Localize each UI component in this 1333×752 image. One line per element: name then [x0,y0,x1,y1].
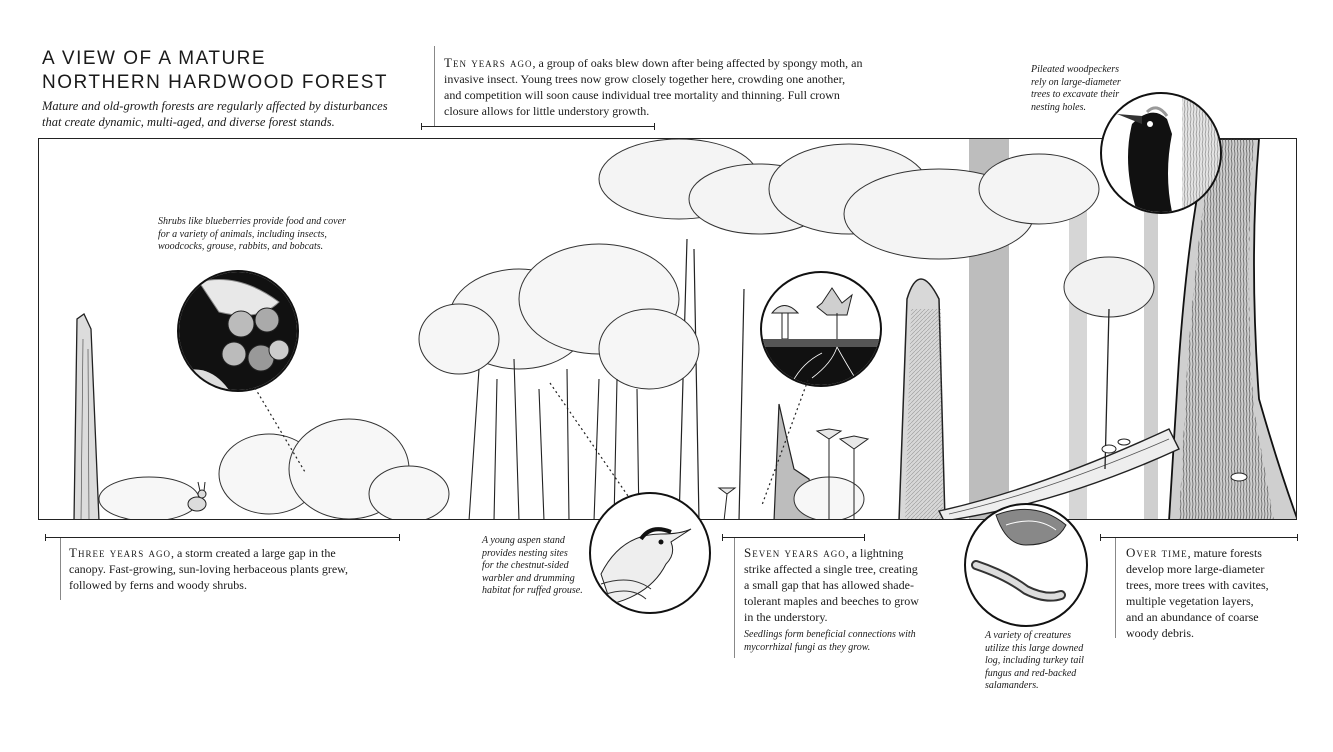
seven-years-bracket-tick-right [864,534,865,541]
over-time-line-2: develop more large-diameter [1126,562,1265,576]
creatures-note-line-1: A variety of creatures [985,630,1071,641]
woodpecker-note-line-2: rely on large-diameter [1031,76,1121,88]
three-years-line-2: canopy. Fast-growing, sun-loving herbaceous plants grew, [69,562,349,576]
over-time-line-6: woody debris. [1126,626,1194,640]
three-years-bracket [45,537,400,538]
title-line-2: NORTHERN HARDWOOD FOREST [42,72,388,93]
seedlings-note [744,629,954,654]
ten-years-line-1: , a group of oaks blew down after being affected by spongy moth, an [532,56,863,70]
aspen-note-line-1: A young aspen stand [482,535,565,546]
title-line-1: A VIEW OF A MATURE [42,48,267,69]
seven-years-line-5: in the understory. [744,610,828,624]
creatures-note-line-4: fungus and red-backed [985,667,1077,679]
ten-years-line-3: and competition will soon cause individual tree mortality and thinning. Full crown [444,88,840,102]
shrubs-note [158,216,378,254]
seven-years-line-4: tolerant maples and beeches to grow [744,594,919,608]
aspen-note-line-5: habitat for ruffed grouse. [482,585,583,596]
ten-years-line-4: closure allows for little understory growth. [444,104,650,118]
creatures-note-line-2: utilize this large downed [985,642,1084,654]
over-time-vertical-rule [1115,538,1116,638]
aspen-note-line-2: provides nesting sites [482,547,568,559]
over-time-lead: Over time [1126,545,1188,560]
three-years-bracket-tick-left [45,534,46,541]
over-time-line-4: multiple vegetation layers, [1126,594,1254,608]
seven-years-bracket [722,537,865,538]
over-time-caption [1126,545,1316,641]
three-years-line-3: followed by ferns and woody shrubs. [69,578,247,592]
aspen-note-line-3: for the chestnut-sided [482,560,569,571]
over-time-line-3: trees, more trees with cavites, [1126,578,1269,592]
seven-years-line-2: strike affected a single tree, creating [744,562,918,576]
ten-years-lead: Ten years ago [444,55,533,70]
woodpecker-note-line-4: nesting holes. [1031,101,1086,113]
seven-years-line-1: , a lightning [845,546,904,560]
ten-years-line-2: invasive insect. Young trees now grow closely together here, crowding one another, [444,72,846,86]
seedlings-note-line-2: mycorrhizal fungi as they grow. [744,641,871,653]
seedlings-note-line-1: Seedlings form beneficial connections with [744,629,916,640]
three-years-vertical-rule [60,538,61,600]
over-time-bracket-tick-right [1297,534,1298,541]
aspen-note-line-4: warbler and drumming [482,572,575,584]
seven-years-bracket-tick-left [722,534,723,541]
seven-years-line-3: a small gap that has allowed shade- [744,578,914,592]
three-years-line-1: , a storm created a large gap in the [170,546,336,560]
creatures-note [985,630,1105,693]
three-years-bracket-tick-right [399,534,400,541]
seven-years-caption [744,545,954,625]
creatures-note-line-3: log, including turkey tail [985,655,1084,666]
over-time-line-1: , mature forests [1187,546,1262,560]
creatures-note-line-5: salamanders. [985,680,1039,691]
seven-years-vertical-rule [734,538,735,658]
woodpecker-note-line-3: trees to excavate their [1031,89,1120,100]
over-time-bracket [1100,537,1298,538]
over-time-line-5: and an abundance of coarse [1126,610,1259,624]
three-years-lead: Three years ago [69,545,171,560]
shrubs-note-line-1: Shrubs like blueberries provide food and cover [158,216,346,227]
shrubs-note-line-2: for a variety of animals, including insects, [158,228,327,240]
woodpecker-note-line-1: Pileated woodpeckers [1031,64,1120,75]
over-time-bracket-tick-left [1100,534,1101,541]
three-years-caption [69,545,409,593]
seven-years-lead: Seven years ago [744,545,846,560]
shrubs-note-line-3: woodcocks, grouse, rabbits, and bobcats. [158,241,324,252]
aspen-note [482,535,592,598]
subtitle-line-2: that create dynamic, multi-aged, and diverse forest stands. [42,115,335,129]
subtitle-line-1: Mature and old-growth forests are regularly affected by disturbances [42,99,388,113]
